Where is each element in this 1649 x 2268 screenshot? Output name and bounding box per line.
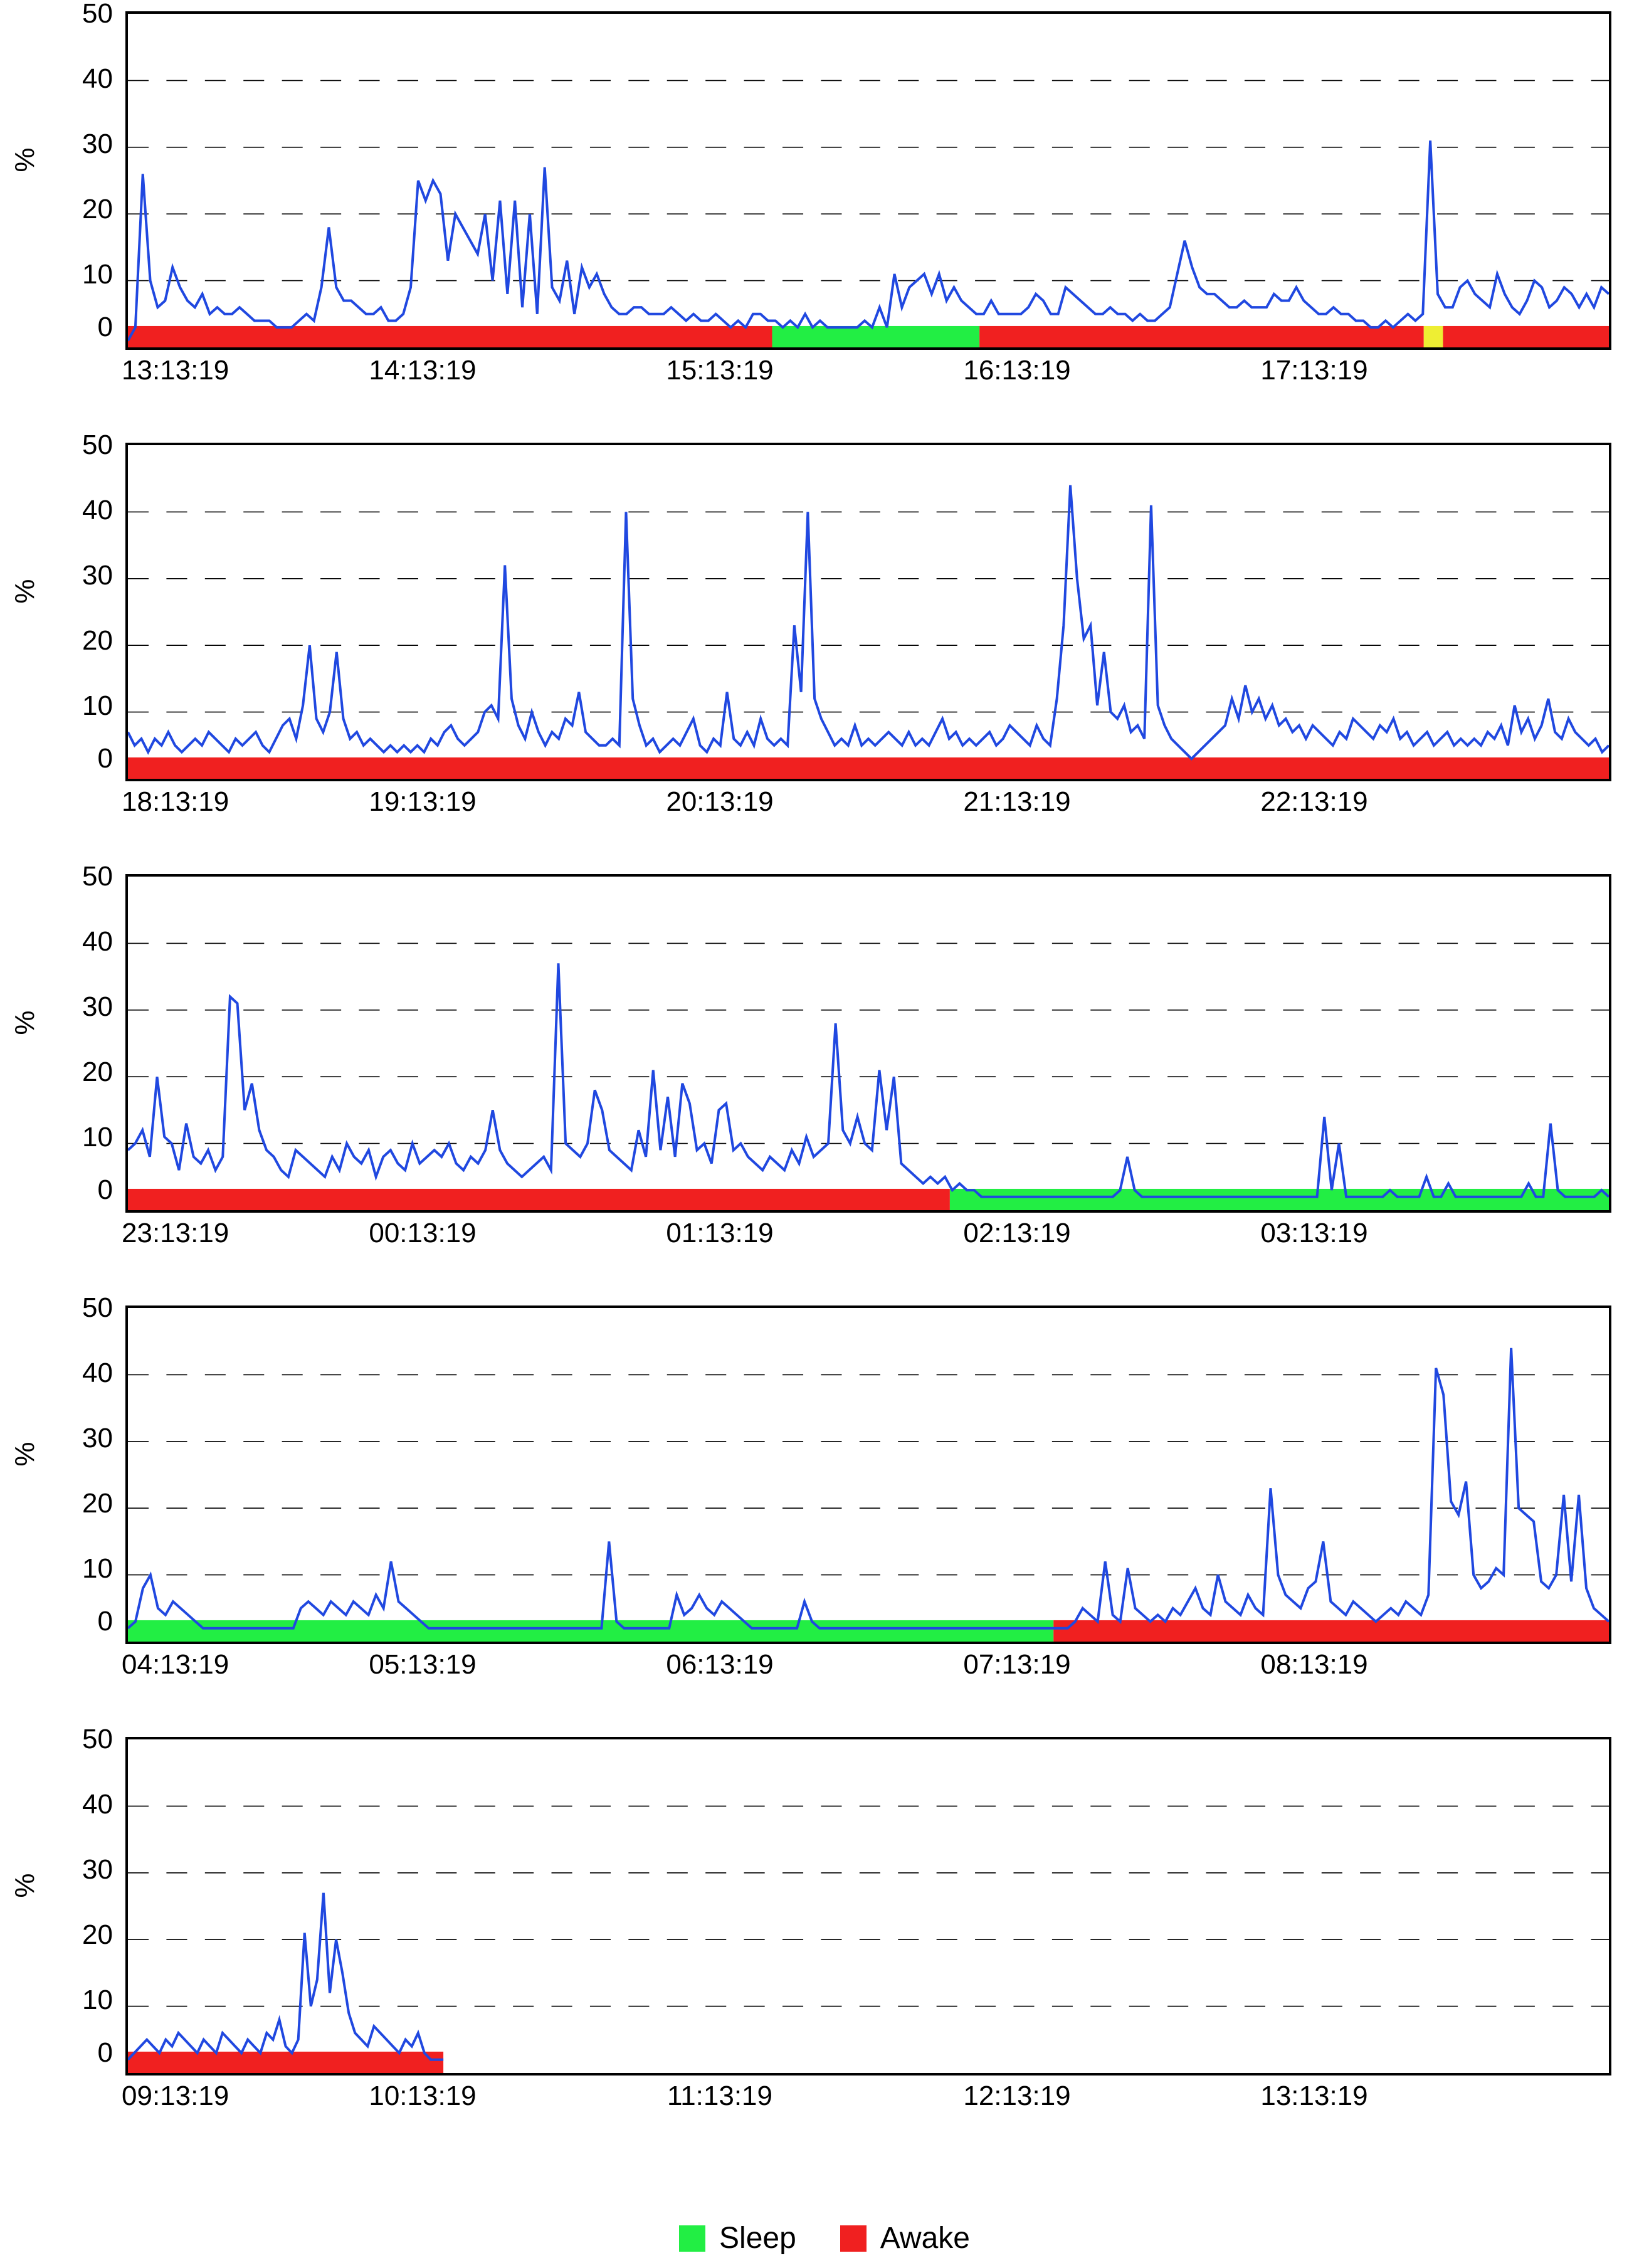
x-axis-ticks-5: [122, 2081, 1611, 2124]
y-tick: 40: [82, 495, 113, 525]
x-tick: 12:13:19: [963, 2081, 1071, 2111]
legend-label-awake: Awake: [880, 2222, 970, 2255]
x-tick: 09:13:19: [122, 2081, 229, 2111]
x-axis-ticks-4: [122, 1649, 1611, 1693]
plot-area-3: [125, 874, 1611, 1213]
x-tick: 05:13:19: [369, 1649, 477, 1680]
x-tick: 19:13:19: [369, 786, 477, 817]
x-tick: 13:13:19: [1260, 2081, 1368, 2111]
x-tick: 04:13:19: [122, 1649, 229, 1680]
y-tick: 50: [82, 861, 113, 892]
y-tick: 40: [82, 926, 113, 957]
y-tick: 10: [82, 1985, 113, 2015]
y-axis-ticks: [38, 1726, 113, 2077]
x-tick: 22:13:19: [1260, 786, 1368, 817]
y-tick: 0: [97, 743, 113, 774]
x-axis-ticks-2: [122, 786, 1611, 830]
chart-panel-3: [0, 863, 1649, 1294]
legend-item-awake: [840, 2221, 970, 2255]
y-tick: 10: [82, 1122, 113, 1152]
plot-area-5: [125, 1737, 1611, 2075]
y-axis-label: %: [9, 1873, 40, 1898]
y-tick: 20: [82, 1057, 113, 1087]
y-tick: 10: [82, 690, 113, 721]
x-axis-ticks-3: [122, 1218, 1611, 1262]
y-tick: 0: [97, 1606, 113, 1637]
x-tick: 01:13:19: [666, 1218, 774, 1248]
y-axis-label: %: [9, 1010, 40, 1035]
x-tick: 03:13:19: [1260, 1218, 1368, 1248]
chart-panel-5: [0, 1726, 1649, 2157]
y-axis-ticks: [38, 431, 113, 783]
x-tick: 11:13:19: [666, 2081, 773, 2111]
y-tick: 0: [97, 312, 113, 342]
y-tick: 30: [82, 1854, 113, 1885]
y-tick: 20: [82, 194, 113, 224]
plot-area-1: [125, 11, 1611, 350]
plot-area-4: [125, 1305, 1611, 1644]
legend: [0, 2221, 1649, 2255]
y-axis-ticks: [38, 0, 113, 351]
legend-swatch-awake: [840, 2225, 867, 2252]
x-tick: 02:13:19: [963, 1218, 1071, 1248]
x-tick: 10:13:19: [369, 2081, 477, 2111]
y-tick: 40: [82, 1358, 113, 1388]
y-tick: 50: [82, 1292, 113, 1323]
legend-label-sleep: Sleep: [719, 2222, 796, 2255]
x-tick: 15:13:19: [666, 355, 774, 386]
chart-panel-4: [0, 1294, 1649, 1726]
y-tick: 30: [82, 560, 113, 591]
y-tick: 40: [82, 63, 113, 94]
legend-item-sleep: [679, 2221, 796, 2255]
y-tick: 30: [82, 129, 113, 159]
y-tick: 0: [97, 1174, 113, 1205]
y-tick: 30: [82, 1423, 113, 1453]
x-tick: 18:13:19: [122, 786, 229, 817]
y-tick: 50: [82, 0, 113, 29]
y-axis-ticks: [38, 1294, 113, 1645]
y-axis-label: %: [9, 579, 40, 604]
x-tick: 00:13:19: [369, 1218, 477, 1248]
x-tick: 23:13:19: [122, 1218, 229, 1248]
y-tick: 10: [82, 259, 113, 290]
x-tick: 17:13:19: [1260, 355, 1368, 386]
y-axis-ticks: [38, 863, 113, 1214]
x-tick: 20:13:19: [666, 786, 774, 817]
y-tick: 40: [82, 1789, 113, 1820]
plot-area-2: [125, 443, 1611, 781]
y-tick: 20: [82, 1919, 113, 1950]
x-tick: 21:13:19: [963, 786, 1071, 817]
y-tick: 50: [82, 430, 113, 460]
y-tick: 20: [82, 625, 113, 656]
x-tick: 08:13:19: [1260, 1649, 1368, 1680]
x-tick: 13:13:19: [122, 355, 229, 386]
y-axis-label: %: [9, 1442, 40, 1467]
y-tick: 10: [82, 1553, 113, 1584]
x-tick: 14:13:19: [369, 355, 477, 386]
chart-panel-1: [0, 0, 1649, 431]
y-tick: 20: [82, 1488, 113, 1519]
x-tick: 16:13:19: [963, 355, 1071, 386]
legend-swatch-sleep: [679, 2225, 705, 2252]
x-tick: 07:13:19: [963, 1649, 1071, 1680]
y-tick: 0: [97, 2037, 113, 2068]
x-tick: 06:13:19: [666, 1649, 774, 1680]
chart-panel-2: [0, 431, 1649, 863]
y-axis-label: %: [9, 147, 40, 172]
y-tick: 30: [82, 991, 113, 1022]
y-tick: 50: [82, 1724, 113, 1754]
x-axis-ticks-1: [122, 355, 1611, 399]
